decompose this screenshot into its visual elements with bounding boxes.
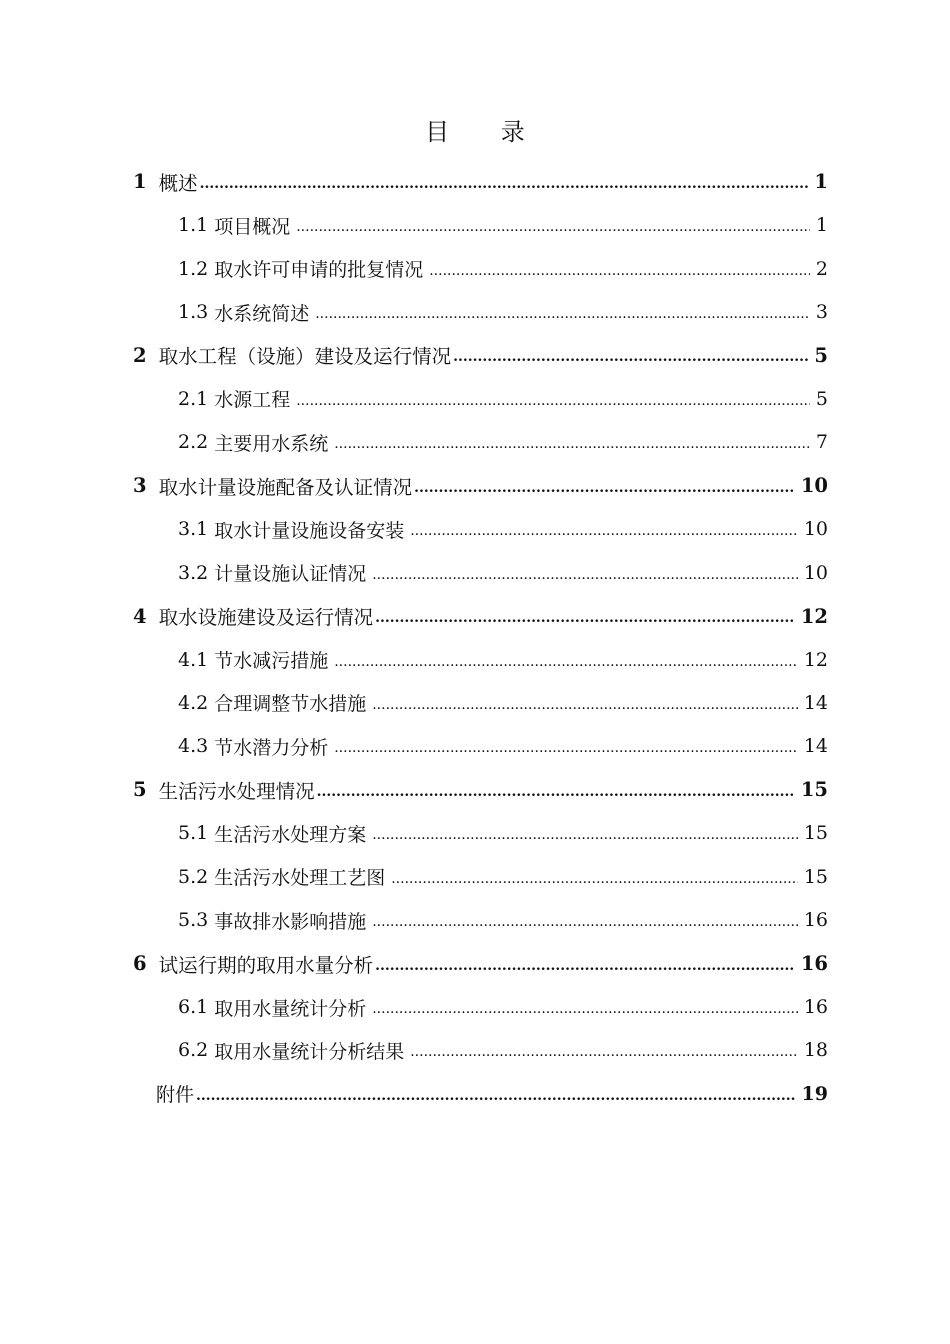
toc-dot-leader [334,649,798,671]
toc-entry-title: 项目概况 [214,215,291,238]
toc-page-number: 12 [800,604,828,628]
toc-entry-number: 1.1 [178,214,209,237]
toc-entry-number: 2.1 [178,387,209,410]
toc-entry-title: 合理调整节水措施 [214,693,367,716]
toc-section-entry[interactable] [133,203,828,246]
toc-dot-leader [372,996,798,1018]
toc-dot-leader [375,605,795,627]
toc-page-number: 7 [815,431,828,454]
toc-page-number: 15 [803,822,828,845]
toc-dot-leader [296,214,810,236]
toc-dot-leader [372,822,798,844]
toc-chapter-entry[interactable] [133,768,828,811]
toc-page-number: 16 [800,952,828,976]
toc-entry-title: 生活污水处理方案 [214,823,367,846]
toc-page-number: 5 [815,387,828,410]
toc-chapter-entry[interactable] [133,942,828,985]
toc-page-number: 19 [801,1082,828,1105]
toc-dot-leader [196,1083,796,1105]
toc-entry-title: 取水计量设施设备安装 [214,519,405,542]
toc-dot-leader [372,692,798,714]
toc-page-number: 15 [800,778,828,802]
toc-section-entry[interactable] [133,812,828,855]
toc-entry-title: 事故排水影响措施 [214,910,367,933]
toc-entry-number: 5.3 [178,909,209,932]
toc-page-number: 1 [815,214,828,237]
toc-entry-title: 生活污水处理情况 [158,779,315,803]
toc-entry-number: 4.1 [178,648,209,671]
toc-entry-title: 取水计量设施配备及认证情况 [158,475,413,499]
toc-section-entry[interactable] [133,290,828,333]
toc-entry-number: 6 [133,952,147,976]
toc-dot-leader [372,562,798,584]
toc-chapter-entry[interactable] [133,160,828,203]
toc-page-number: 16 [803,996,828,1019]
toc-entry-number: 1.3 [178,301,209,324]
toc-appendix-entry[interactable] [133,1072,828,1115]
toc-entry-title: 主要用水系统 [214,432,329,455]
toc-dot-leader [410,1039,798,1061]
toc-page-number: 16 [803,909,828,932]
toc-entry-number: 3.2 [178,561,209,584]
toc-page-number: 10 [803,561,828,584]
toc-dot-leader [334,735,798,757]
toc-page-number: 5 [814,343,828,367]
toc-dot-leader [317,779,795,801]
toc-entry-number: 5.1 [178,822,209,845]
toc-chapter-entry[interactable] [133,594,828,637]
toc-page-number: 12 [803,648,828,671]
toc-entry-title: 附件 [156,1084,195,1107]
toc-dot-leader [372,909,798,931]
toc-dot-leader [453,344,808,366]
toc-dot-leader [200,171,809,193]
toc-section-entry[interactable] [133,855,828,898]
toc-section-entry[interactable] [133,421,828,464]
toc-chapter-entry[interactable] [133,334,828,377]
toc-page-number: 3 [815,301,828,324]
toc-section-entry[interactable] [133,638,828,681]
toc-dot-leader [375,953,795,975]
toc-page-number: 14 [803,735,828,758]
toc-entry-title: 取用水量统计分析 [214,997,367,1020]
toc-page-number: 1 [814,170,828,194]
toc-entry-number: 4 [133,604,147,628]
toc-dot-leader [391,866,798,888]
toc-page-number: 15 [803,865,828,888]
toc-entry-title: 取水许可申请的批复情况 [214,259,424,282]
toc-entry-title: 水源工程 [214,389,291,412]
toc-section-entry[interactable] [133,247,828,290]
toc-entry-title: 取水设施建设及运行情况 [158,606,374,630]
toc-entry-number: 1.2 [178,257,209,280]
toc-entry-title: 生活污水处理工艺图 [214,867,386,890]
toc-entry-title: 计量设施认证情况 [214,563,367,586]
toc-chapter-entry[interactable] [133,464,828,507]
toc-entry-number: 3.1 [178,518,209,541]
toc-entry-title: 水系统简述 [214,302,310,325]
toc-title: 目 录 [425,118,547,146]
toc-section-entry[interactable] [133,508,828,551]
toc-entry-title: 取水工程（设施）建设及运行情况 [158,345,452,369]
toc-entry-title: 概述 [158,171,198,195]
toc-dot-leader [429,258,810,280]
toc-page-number: 18 [803,1039,828,1062]
toc-entry-title: 试运行期的取用水量分析 [158,953,374,977]
toc-dot-leader [315,301,810,323]
table-of-contents [133,160,828,1116]
toc-entry-title: 节水减污措施 [214,650,329,673]
toc-entry-number: 2.2 [178,431,209,454]
toc-entry-title: 取用水量统计分析结果 [214,1040,405,1063]
toc-section-entry[interactable] [133,681,828,724]
toc-entry-number: 3 [133,474,147,498]
toc-section-entry[interactable] [133,725,828,768]
toc-entry-number: 6.1 [178,996,209,1019]
toc-entry-number: 4.2 [178,691,209,714]
toc-page-number: 14 [803,691,828,714]
toc-section-entry[interactable] [133,551,828,594]
toc-page-number: 10 [800,474,828,498]
toc-dot-leader [296,388,810,410]
toc-entry-number: 2 [133,343,147,367]
toc-entry-title: 节水潜力分析 [214,736,329,759]
toc-section-entry[interactable] [133,898,828,941]
toc-page-number: 10 [803,518,828,541]
toc-dot-leader [334,431,810,453]
toc-section-entry[interactable] [133,985,828,1028]
toc-entry-number: 5.2 [178,865,209,888]
toc-page-number: 2 [815,257,828,280]
toc-section-entry[interactable] [133,377,828,420]
toc-dot-leader [414,475,795,497]
toc-entry-number: 4.3 [178,735,209,758]
toc-entry-number: 6.2 [178,1039,209,1062]
toc-dot-leader [410,518,798,540]
toc-entry-number: 1 [133,170,147,194]
toc-section-entry[interactable] [133,1029,828,1072]
toc-entry-number: 5 [133,778,147,802]
